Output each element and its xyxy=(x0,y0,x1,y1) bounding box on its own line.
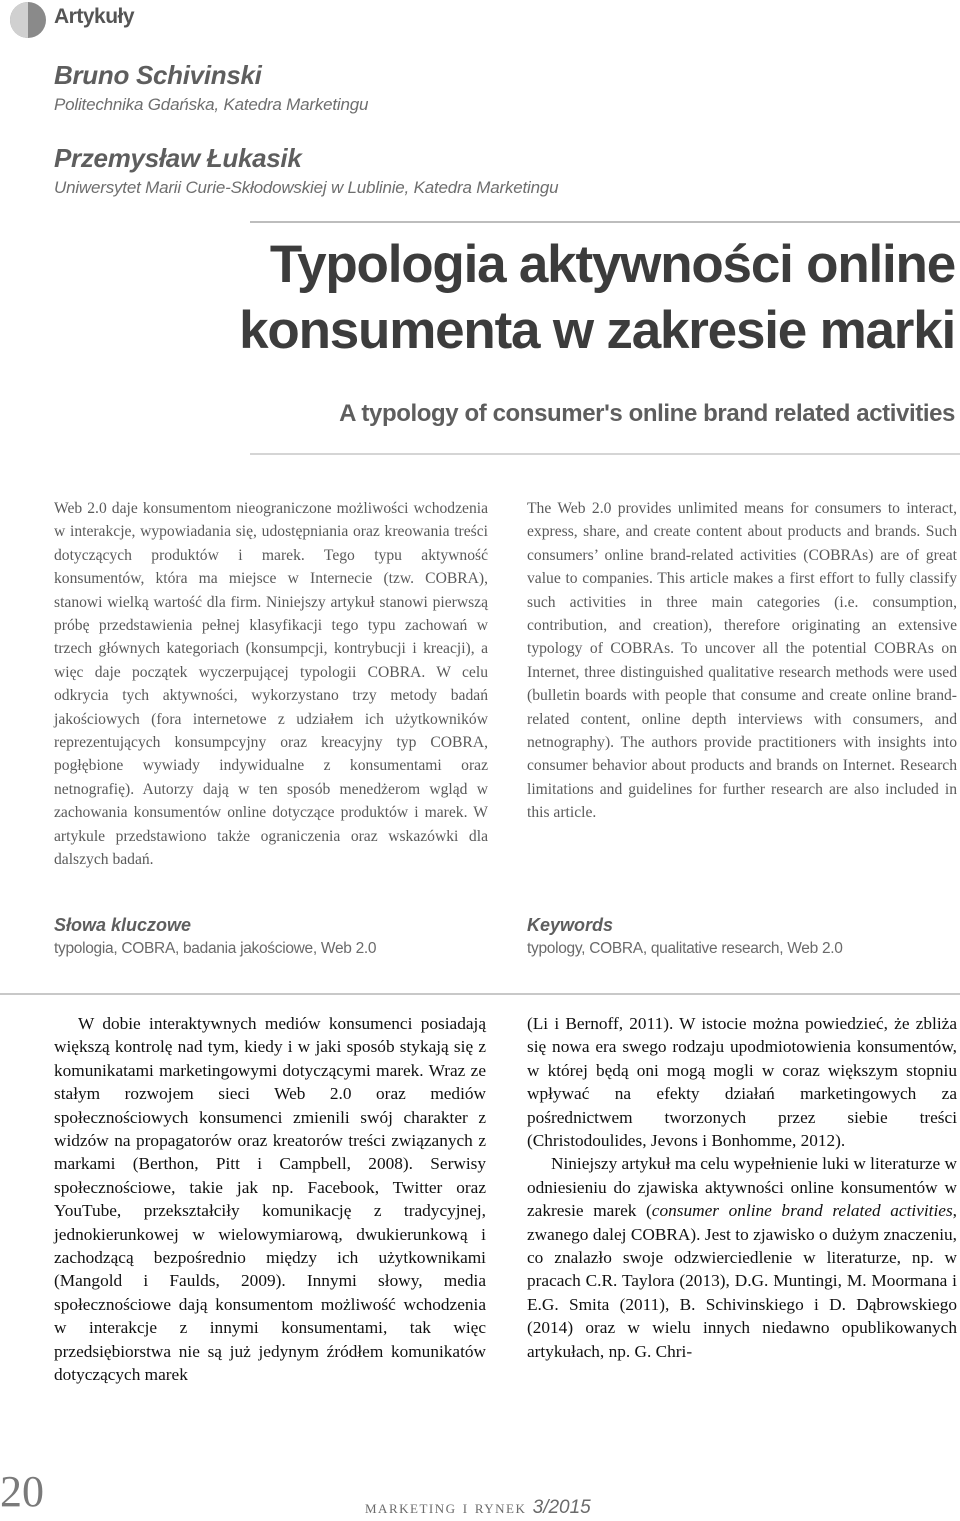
article-title xyxy=(215,232,955,364)
journal-issue: 3/2015 xyxy=(532,1497,591,1518)
author-name-2: Przemysław Łukasik xyxy=(54,143,302,173)
author-name-1: Bruno Schivinski xyxy=(54,60,262,90)
page-number: 20 xyxy=(0,1467,44,1516)
title-line-2: konsumenta w zakresie marki xyxy=(239,301,955,360)
journal-title: marketing i rynek xyxy=(365,1497,527,1518)
keywords-polish: typologia, COBRA, badania jakościowe, Web 2.0 xyxy=(54,940,377,957)
abstract-english: The Web 2.0 provides unlimited means for consumers to interact, express, share, and create content about products and brands. Such consumers’ online brand-related activities (COBRAs) are of great value to companies. This article makes a first effort to fully classify such activities in three main categories (i.e. consumption, contribution, and creation), therefore originating an extensive typology of COBRAs. To uncover all the potential COBRAs on Internet, three distinguished qualitative research methods were used (bulletin boards with people that consume and create online brand-related content, online depth interviews with consumers, and netnography). The authors provide practitioners with insights into consumer behavior about products and brands on Internet. Research limitations and guidelines for further research are also included in this article. xyxy=(527,500,957,822)
body-text: Niniejszy artykuł ma celu wypełnienie luki w literaturze w odniesieniu do zjawiska aktywności online konsumentów w zakresie marek ( xyxy=(527,1154,957,1221)
author-affiliation-1: Politechnika Gdańska, Katedra Marketingu xyxy=(54,95,369,114)
body-emphasis: consumer online brand related activities xyxy=(651,1201,953,1221)
body-paragraph xyxy=(527,1152,957,1363)
section-icon xyxy=(10,2,46,38)
body-rule xyxy=(0,993,960,995)
abstract-polish: Web 2.0 daje konsumentom nieograniczone możliwości wchodzenia w interakcje, wypowiadania się, udostępniania oraz kreowania treści dotyczących produktów i marek. Tego typu aktywność konsumentów, która ma miejsce w Internecie (tzw. COBRA), stanowi wielką wartość dla firm. Niniejszy artykuł stanowi pierwszą próbę przedstawienia pełnej klasyfikacji tego typu zachowań w trzech głównych kategoriach (konsumpcji, kontrybucji i kreacji), a więc daje początek wyczerpującej typologii COBRA. W celu odkrycia tych aktywności, wykorzystano trzy metody badań jakościowych (fora internetowe z udziałem ich użytkowników reprezentujących konsumpcyjny oraz kreacyjny typ COBRA, pogłębione wywiady indywidualne z konsumentami oraz netnografię). Autorzy dają w ten sposób menedżerom wgląd w zachowania konsumentów online dotyczące produktów i marek. W artykule przedstawiono także ograniczenia oraz wskazówki dla dalszych badań. xyxy=(54,500,488,869)
author-affiliation-2: Uniwersytet Marii Curie-Skłodowskiej w Lublinie, Katedra Marketingu xyxy=(54,178,559,197)
body-column-right xyxy=(527,1012,957,1363)
keywords-heading-english: Keywords xyxy=(527,915,614,935)
keywords-heading-polish: Słowa kluczowe xyxy=(54,915,192,935)
section-label: Artykuły xyxy=(54,5,135,28)
subtitle-rule xyxy=(250,453,960,455)
journal-name xyxy=(365,1497,591,1519)
title-rule xyxy=(250,221,960,223)
title-line-1: Typologia aktywności online xyxy=(269,235,955,294)
keywords-english: typology, COBRA, qualitative research, Web 2.0 xyxy=(527,940,843,957)
article-subtitle: A typology of consumer's online brand related activities xyxy=(339,400,955,427)
body-text: , zwanego dalej COBRA). Jest to zjawisko o dużym znaczeniu, co znalazło swoje odzwierciedlenie w literaturze, np. w pracach C.R. Taylora (2013), D.G. Muntingi, M. Moormana i E.G. Smita (2011), B. Schivinskiego i D. Dąbrowskiego (2014) oraz w wielu innych niedawno opublikowanych artykułach, np. G. Chri- xyxy=(527,1201,957,1361)
body-paragraph: W dobie interaktywnych mediów konsumenci posiadają większą kontrolę nad tym, kiedy i w jaki sposób stykają się z komunikatami marketingowymi dotyczącymi marek. Wraz ze stałym rozwojem sieci Web 2.0 oraz mediów społecznościowych konsumenci zmienili swój charakter z widzów na propagatorów oraz kreatorów treści związanych z markami (Berthon, Pitt i Campbell, 2008). Serwisy społecznościowe, takie jak np. Facebook, Twitter oraz YouTube, przekształciły komunikację z tradycyjnej, jednokierunkowej w wielowymiarową, dwukierunkową i zachodzącą bezpośrednio między ich użytkownikami (Mangold i Faulds, 2009). Innymi słowy, media społecznościowe dają konsumentom możliwość wchodzenia w interakcje z innymi konsumentami, tak więc przedsiębiorstwa nie są już jedynym źródłem komunikatów dotyczących marek xyxy=(54,1014,486,1385)
body-paragraph: (Li i Bernoff, 2011). W istocie można powiedzieć, że zbliża się nowa era swego rodzaju upodmiotowienia konsumentów, w której będą oni mogą mogli w coraz większym stopniu wpływać na efekty działań marketingowych za pośrednictwem tworzonych przez siebie treści (Christodoulides, Jevons i Bonhomme, 2012). xyxy=(527,1014,957,1151)
body-column-left xyxy=(54,1012,486,1387)
